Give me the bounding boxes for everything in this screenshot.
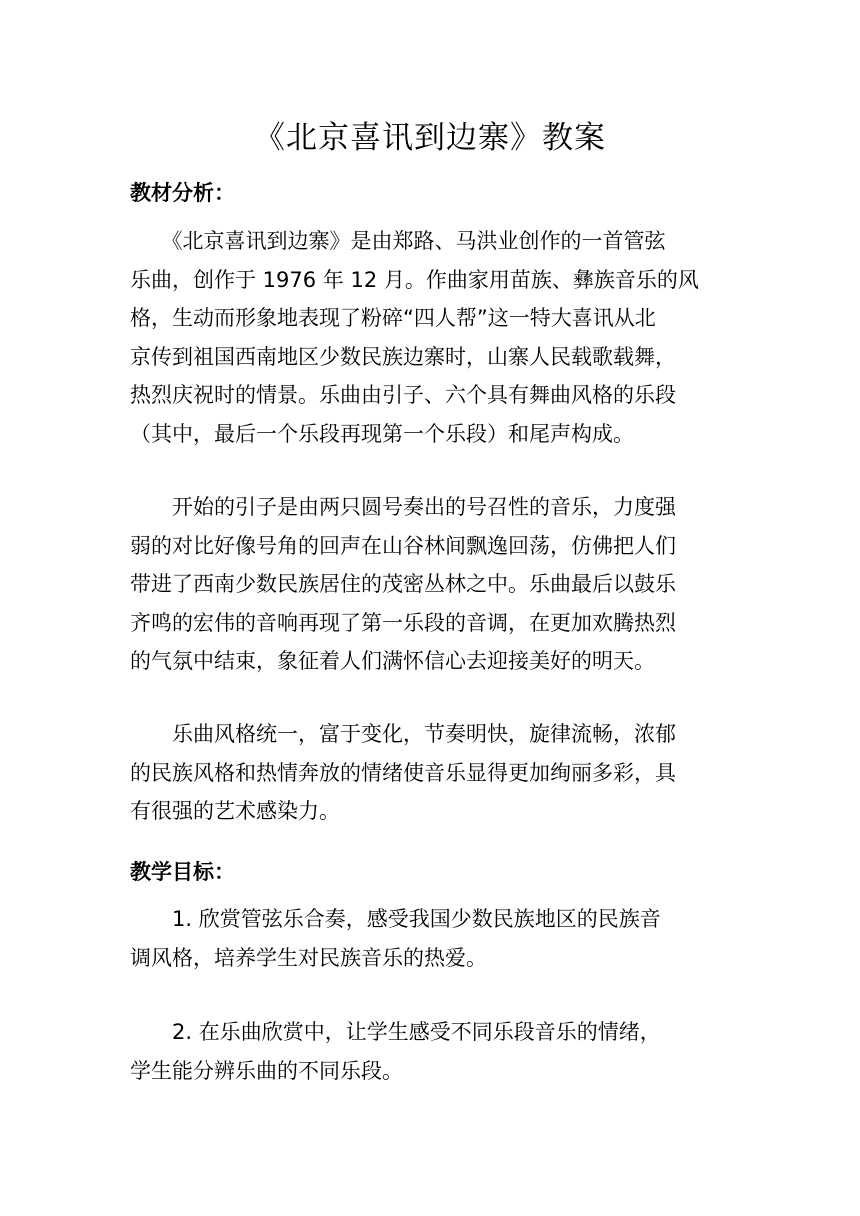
text-line: 带进了西南少数民族居住的茂密丛林之中。乐曲最后以鼓乐 <box>130 572 676 596</box>
paragraph-introduction-music <box>130 488 730 681</box>
goal-item-2 <box>130 1013 730 1090</box>
text-line: 齐鸣的宏伟的音响再现了第一乐段的音调，在更加欢腾热烈 <box>130 610 676 635</box>
text-line: 弱的对比好像号角的回声在山谷林间飘逸回荡，仿佛把人们 <box>130 533 676 558</box>
text-line: 乐曲，创作于 1976 年 12 月。作曲家用苗族、彝族音乐的风 <box>130 267 699 292</box>
paragraph-style <box>130 715 730 831</box>
text-line: 京传到祖国西南地区少数民族边寨时，山寨人民载歌载舞， <box>130 344 676 369</box>
text-line: 的民族风格和热情奔放的情绪使音乐显得更加绚丽多彩，具 <box>130 760 676 785</box>
goal-item-1 <box>130 900 730 977</box>
text-line: 乐曲风格统一，富于变化，节奏明快，旋律流畅，浓郁 <box>130 722 676 746</box>
text-line: 调风格，培养学生对民族音乐的热爱。 <box>130 945 487 970</box>
text-line: 有很强的艺术感染力。 <box>130 799 340 823</box>
text-line: 热烈庆祝时的情景。乐曲由引子、六个具有舞曲风格的乐段 <box>130 383 676 407</box>
document-title: 《北京喜讯到边寨》教案 <box>254 120 606 156</box>
text-line: 《北京喜讯到边寨》是由郑路、马洪业创作的一首管弦 <box>130 229 666 253</box>
text-line: 学生能分辨乐曲的不同乐段。 <box>130 1058 403 1083</box>
text-line: 2. 在乐曲欣赏中，让学生感受不同乐段音乐的情绪， <box>130 1020 661 1044</box>
text-line: （其中，最后一个乐段再现第一个乐段）和尾声构成。 <box>130 421 634 446</box>
text-line: 的气氛中结束，象征着人们满怀信心去迎接美好的明天。 <box>130 649 655 673</box>
text-line: 格，生动而形象地表现了粉碎“四人帮”这一特大喜讯从北 <box>130 306 656 330</box>
section-heading-material-analysis: 教材分析： <box>130 181 235 205</box>
paragraph-intro <box>130 222 730 453</box>
text-line: 1. 欣赏管弦乐合奏，感受我国少数民族地区的民族音 <box>130 907 661 931</box>
section-heading-teaching-goals: 教学目标： <box>130 860 235 884</box>
text-line: 开始的引子是由两只圆号奏出的号召性的音乐，力度强 <box>130 495 676 519</box>
